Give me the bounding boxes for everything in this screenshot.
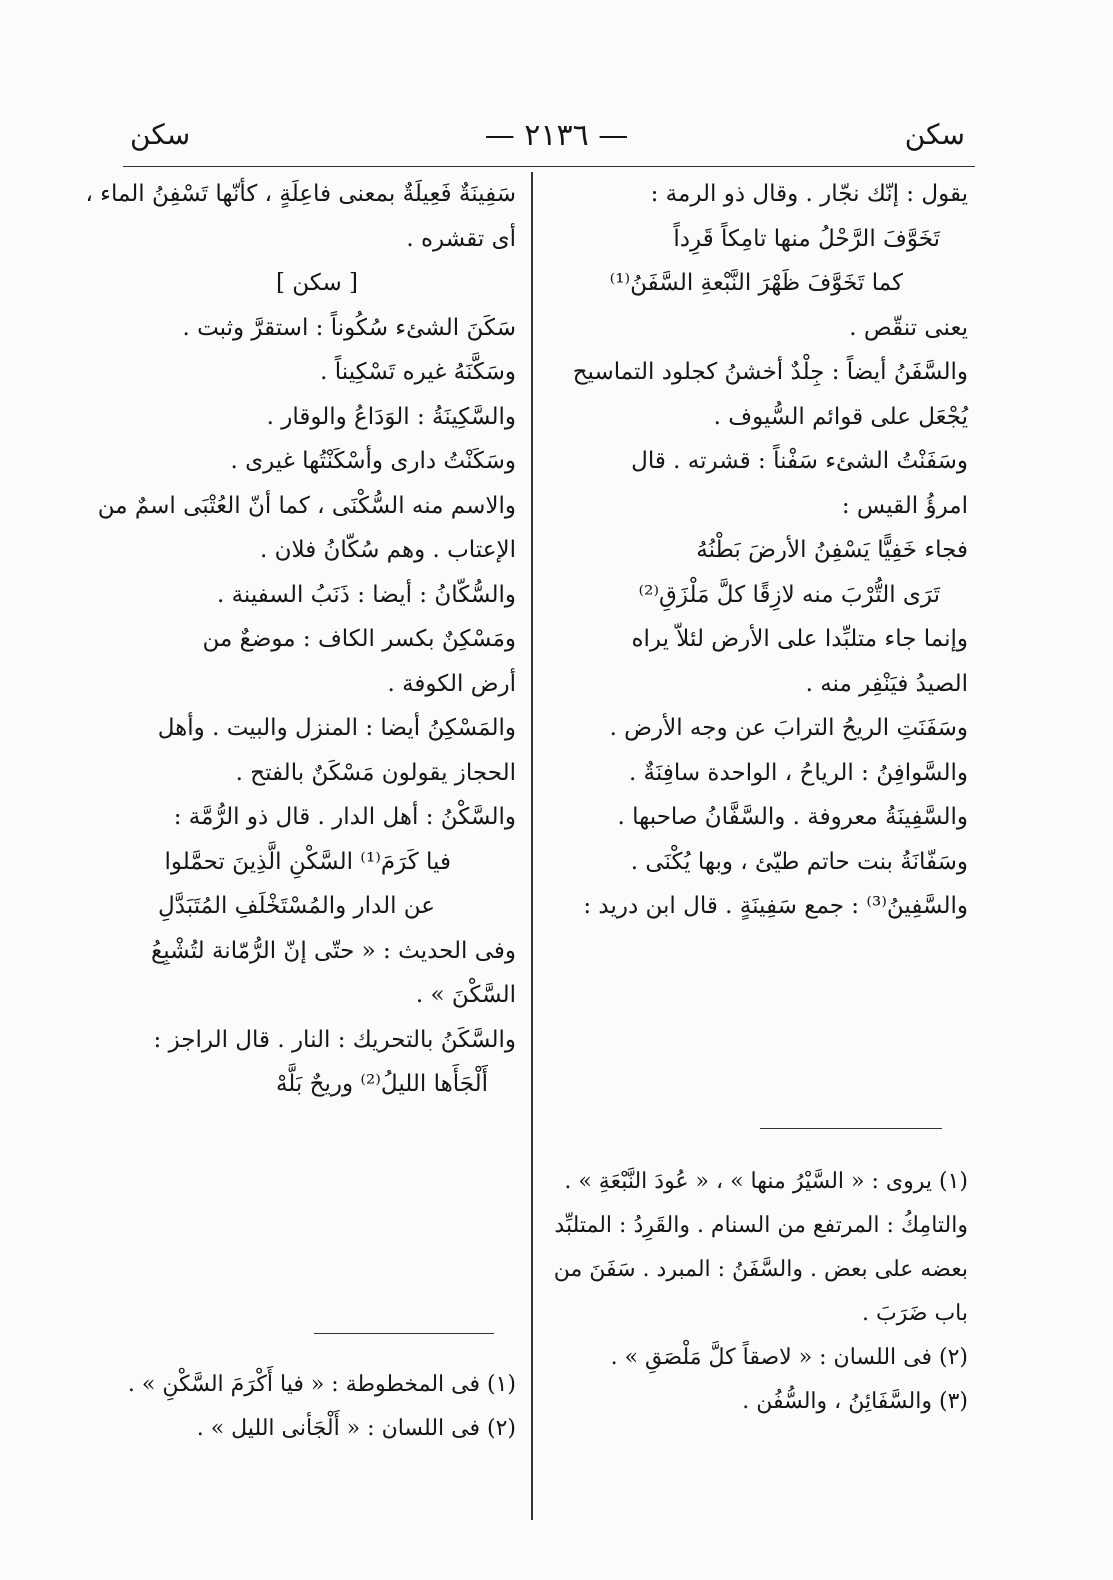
text-line: وفى الحديث : « حتّى إنّ الرُّمّانة لتُشْبِعُ bbox=[151, 937, 516, 964]
entry-heading: [ سكن ] bbox=[275, 270, 359, 296]
footnotes-right bbox=[553, 1160, 968, 1424]
text-line: والسَّفِينُ⁽³⁾ : جمع سَفِينَةٍ . قال ابن دريد : bbox=[583, 893, 968, 919]
footnote-line: (٢) فى اللسان : « لاصقاً كلَّ مَلْصَقِ » . bbox=[610, 1345, 968, 1370]
text-line: وسَفّانَةُ بنت حاتم طيّئ ، وبها يُكْنَى . bbox=[630, 848, 968, 875]
text-line: والسُّكّانُ : أيضا : ذَنَبُ السفينة . bbox=[216, 581, 516, 608]
text-line: والسَّفَنُ أيضاً : جِلْدٌ أخشنُ كجلود التماسيح bbox=[572, 359, 968, 385]
text-line: ومَسْكِنٌ بكسر الكاف : موضعٌ من bbox=[202, 626, 516, 652]
verse-line: تَرَى التُّرْبَ منه لازِقًا كلَّ مَلْزَقِ⁽²⁾ bbox=[638, 581, 940, 608]
footnote-line: (٣) والسَّفَائِنُ ، والسُّفُن . bbox=[742, 1389, 968, 1414]
text-line: وسَفَنَتِ الريحُ الترابَ عن وجه الأرض . bbox=[609, 715, 968, 741]
footnotes-left bbox=[118, 1363, 516, 1451]
text-line: والمَسْكِنُ أيضا : المنزل والبيت . وأهل bbox=[157, 715, 516, 741]
text-line: والاسم منه السُّكْنَى ، كما أنّ العُتْبَى اسمٌ من bbox=[97, 492, 516, 519]
right-column bbox=[558, 172, 968, 929]
footnote-line: (٢) فى اللسان : « أَلْجَأنى الليل » . bbox=[196, 1416, 516, 1441]
text-line: أى تقشره . bbox=[406, 225, 516, 252]
footnote-rule bbox=[760, 1128, 942, 1129]
left-column bbox=[85, 172, 516, 1107]
text-line: سَكَنَ الشئء سُكُوناً : استقرَّ وثبت . bbox=[182, 314, 516, 341]
verse-line: أَلْجَأَها الليلُ⁽²⁾ وريحٌ بَلَّهْ bbox=[275, 1071, 488, 1097]
text-line: والسَّكْنُ : أهل الدار . قال ذو الرُّمَّة : bbox=[173, 804, 516, 830]
verse-line: تَخَوَّفَ الرَّحْلُ منها تامِكاً قَرِداً bbox=[673, 225, 940, 252]
text-line: سَفِينَةٌ فَعِيلَةٌ بمعنى فاعِلَةٍ ، كأنّها تَسْفِنُ الماء ، bbox=[85, 181, 516, 207]
verse-line: فيا كَرَمَ⁽¹⁾ السَّكْنِ الَّذِينَ تحمَّلوا bbox=[164, 848, 451, 875]
text-line: يُجْعَل على قوائم السُّيوف . bbox=[713, 403, 968, 430]
footnote-line: والتامِكُ : المرتفع من السنام . والقَرِدُ : المتلبِّد bbox=[554, 1213, 968, 1238]
text-line: والسَّكِينَةُ : الوَدَاعُ والوقار . bbox=[266, 403, 516, 430]
text-line: يقول : إنّك نجّار . وقال ذو الرمة : bbox=[650, 181, 968, 207]
footnote-line: بعضه على بعض . والسَّفَنُ : المبرد . سَفَنَ من bbox=[553, 1257, 968, 1282]
footnote-line: (١) فى المخطوطة : « فيا أَكْرَمَ السَّكْنِ » . bbox=[127, 1372, 516, 1397]
text-line: وسَكَّنَهُ غيره تَسْكِيناً . bbox=[320, 359, 516, 385]
text-line: الحجاز يقولون مَسْكَنٌ بالفتح . bbox=[235, 759, 516, 786]
text-line: وسَفَنْتُ الشئء سَفْناً : قشرته . قال bbox=[631, 448, 968, 474]
text-line: الإعتاب . وهم سُكّانُ فلان . bbox=[259, 537, 516, 563]
column-divider bbox=[531, 172, 533, 1520]
footnote-line: (١) يروى : « السَّيْرُ منها » ، « عُودَ النَّبْعَةِ » . bbox=[564, 1169, 968, 1194]
verse-line: عن الدار والمُسْتَخْلَفِ المُتَبَدَّلِ bbox=[158, 893, 436, 919]
text-line: امرؤُ القيس : bbox=[841, 492, 968, 519]
text-line: والسَّفِينَةُ معروفة . والسَّفَّانُ صاحبها . bbox=[617, 804, 968, 830]
text-line: وإنما جاء متلبِّدا على الأرض لئلاّ يراه bbox=[631, 626, 968, 652]
text-line: السَّكْنَ » . bbox=[415, 982, 516, 1008]
header-rule bbox=[123, 166, 975, 167]
footnote-line: باب ضَرَبَ . bbox=[861, 1301, 968, 1326]
text-line: يعنى تنقّص . bbox=[849, 314, 968, 341]
text-line: والسَّوافِنُ : الرياحُ ، الواحدة سافِنَةٌ . bbox=[628, 759, 968, 786]
header-keyword-left: سكن bbox=[130, 118, 191, 151]
verse-line: كما تَخَوَّفَ ظَهْرَ النَّبْعةِ السَّفَنُ⁽¹⁾ bbox=[609, 270, 903, 296]
footnote-rule bbox=[314, 1333, 494, 1334]
text-line: وسَكَنْتُ دارى وأسْكَنْتُها غيرى . bbox=[230, 448, 516, 474]
page-number: — ٢١٣٦ — bbox=[484, 118, 629, 153]
text-line: الصيدُ فيَنْفِر منه . bbox=[805, 670, 968, 697]
text-line: أرض الكوفة . bbox=[387, 670, 516, 697]
text-line: والسَّكَنُ بالتحريك : النار . قال الراجز : bbox=[153, 1026, 516, 1053]
header-keyword-right: سكن bbox=[904, 118, 965, 151]
verse-line: فجاء خَفِيًّا يَسْفِنُ الأرضَ بَطْنُهُ bbox=[696, 537, 968, 563]
